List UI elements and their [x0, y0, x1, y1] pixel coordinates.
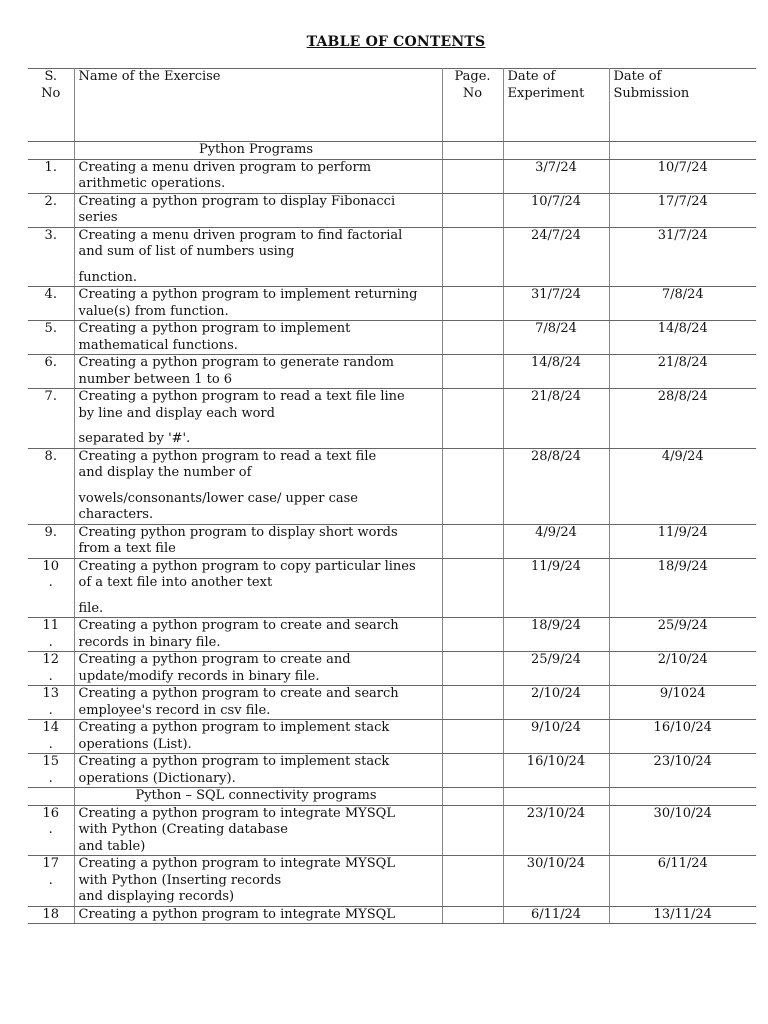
exercise-name-line: Creating a python program to display Fibonacci	[78, 193, 396, 209]
experiment-date: 21/8/24	[503, 389, 609, 449]
table-row	[28, 720, 756, 754]
exercise-name	[74, 448, 442, 524]
sno-line: 7.	[44, 389, 57, 404]
exercise-name-line: file.	[78, 600, 104, 616]
row-sno	[28, 558, 74, 618]
exercise-name-line: Creating a python program to integrate MYSQL	[78, 906, 395, 922]
table-row	[28, 321, 756, 355]
row-sno	[28, 524, 74, 558]
submission-date: 11/9/24	[609, 524, 756, 558]
row-sno	[28, 618, 74, 652]
page-number	[442, 754, 503, 788]
exercise-name-line: number between 1 to 6	[78, 371, 233, 387]
submission-date: 4/9/24	[609, 448, 756, 524]
row-sno	[28, 686, 74, 720]
experiment-date: 23/10/24	[503, 805, 609, 856]
section-label: Python Programs	[74, 142, 442, 160]
header-name: Name of the Exercise	[74, 69, 442, 142]
submission-date: 16/10/24	[609, 720, 756, 754]
line-gap	[79, 592, 438, 601]
page-number	[442, 287, 503, 321]
sno-line: .	[48, 872, 53, 888]
experiment-date: 7/8/24	[503, 321, 609, 355]
table-row	[28, 287, 756, 321]
row-sno	[28, 227, 74, 287]
experiment-date: 10/7/24	[503, 193, 609, 227]
header-date: Date of Experiment	[503, 69, 609, 142]
table-row	[28, 805, 756, 856]
submission-date: 7/8/24	[609, 287, 756, 321]
exercise-name-line: Creating a python program to implement stack	[78, 754, 390, 769]
sno-line: 6.	[44, 355, 57, 370]
submission-date: 13/11/24	[609, 906, 756, 924]
page-number	[442, 686, 503, 720]
experiment-date: 24/7/24	[503, 227, 609, 287]
sno-line: 11	[42, 618, 60, 633]
exercise-name-line: of a text file into another text	[78, 575, 273, 590]
exercise-name-line: series	[78, 210, 118, 225]
submission-date: 10/7/24	[609, 159, 756, 193]
exercise-name	[74, 355, 442, 389]
row-sno	[28, 355, 74, 389]
exercise-name	[74, 805, 442, 856]
header-page: Page. No	[442, 69, 503, 142]
sno-line: 1.	[44, 159, 57, 175]
section-row	[28, 788, 756, 806]
table-row	[28, 618, 756, 652]
exercise-name-line: with Python (Inserting records	[78, 872, 282, 888]
page-number	[442, 856, 503, 907]
page-number	[442, 524, 503, 558]
exercise-name-line: Creating a python program to implement stack	[78, 720, 390, 735]
experiment-date: 4/9/24	[503, 524, 609, 558]
page-number	[442, 193, 503, 227]
exercise-name-line: from a text file	[78, 541, 176, 556]
sno-line: 9.	[44, 524, 57, 540]
exercise-name-line: separated by '#'.	[78, 431, 191, 446]
page-number	[442, 227, 503, 287]
row-sno	[28, 448, 74, 524]
page-title: TABLE OF CONTENTS	[306, 34, 486, 50]
exercise-name-line: Creating a python program to integrate MYSQL	[78, 805, 395, 821]
page-number	[442, 805, 503, 856]
submission-date: 18/9/24	[609, 558, 756, 618]
row-sno	[28, 805, 74, 856]
exercise-name-line: Creating a python program to integrate MYSQL	[78, 856, 395, 871]
exercise-name-line: by line and display each word	[78, 405, 275, 421]
sno-line: .	[48, 736, 53, 752]
contents-body	[28, 142, 756, 924]
sno-line: .	[48, 634, 53, 650]
page-number	[442, 321, 503, 355]
row-sno	[28, 193, 74, 227]
exercise-name-line: Creating a python program to create and	[78, 652, 351, 667]
table-row	[28, 524, 756, 558]
exercise-name	[74, 524, 442, 558]
exercise-name-line: Creating python program to display short words	[78, 524, 398, 540]
section-label: Python – SQL connectivity programs	[74, 788, 442, 806]
experiment-date: 28/8/24	[503, 448, 609, 524]
exercise-name	[74, 159, 442, 193]
exercise-name-line: records in binary file.	[78, 634, 221, 650]
table-row	[28, 856, 756, 907]
sno-line: 5.	[44, 321, 57, 336]
contents-table	[28, 68, 756, 924]
page-number	[442, 355, 503, 389]
page-number	[442, 159, 503, 193]
exercise-name-line: and display the number of	[78, 465, 252, 480]
section-row	[28, 142, 756, 160]
exercise-name	[74, 856, 442, 907]
exercise-name-line: and table)	[78, 838, 146, 854]
exercise-name-line: function.	[78, 269, 138, 285]
exercise-name	[74, 227, 442, 287]
sno-line: .	[48, 668, 53, 684]
experiment-date: 3/7/24	[503, 159, 609, 193]
sno-line: 3.	[44, 227, 57, 243]
experiment-date: 18/9/24	[503, 618, 609, 652]
experiment-date: 31/7/24	[503, 287, 609, 321]
experiment-date: 16/10/24	[503, 754, 609, 788]
submission-date: 31/7/24	[609, 227, 756, 287]
page-number	[442, 558, 503, 618]
submission-date: 17/7/24	[609, 193, 756, 227]
experiment-date: 6/11/24	[503, 906, 609, 924]
exercise-name	[74, 287, 442, 321]
sno-line: 12	[42, 652, 60, 667]
exercise-name	[74, 558, 442, 618]
section-page-cell	[442, 142, 503, 160]
exercise-name	[74, 720, 442, 754]
row-sno	[28, 321, 74, 355]
submission-date: 6/11/24	[609, 856, 756, 907]
sno-line: 13	[42, 686, 60, 701]
experiment-date: 11/9/24	[503, 558, 609, 618]
header-row	[28, 69, 756, 142]
sno-line: .	[48, 822, 53, 837]
header-sno: S. No	[28, 69, 74, 142]
exercise-name-line: Creating a python program to implement returning	[78, 287, 418, 302]
exercise-name-line: Creating a menu driven program to perform	[78, 159, 372, 175]
row-sno	[28, 754, 74, 788]
experiment-date: 2/10/24	[503, 686, 609, 720]
exercise-name-line: Creating a python program to generate random	[78, 355, 394, 370]
submission-date: 21/8/24	[609, 355, 756, 389]
submission-date: 28/8/24	[609, 389, 756, 449]
exercise-name	[74, 389, 442, 449]
exercise-name	[74, 618, 442, 652]
exercise-name	[74, 906, 442, 924]
exercise-name-line: and sum of list of numbers using	[78, 244, 295, 259]
line-gap	[79, 482, 438, 491]
sno-line: 2.	[44, 193, 57, 209]
sno-line: .	[48, 575, 53, 590]
page-number	[442, 618, 503, 652]
exercise-name-line: with Python (Creating database	[78, 822, 288, 837]
exercise-name	[74, 686, 442, 720]
experiment-date: 14/8/24	[503, 355, 609, 389]
section-sno-cell	[28, 788, 74, 806]
page-number	[442, 652, 503, 686]
sno-line: 8.	[44, 448, 57, 464]
table-row	[28, 193, 756, 227]
sno-line: .	[48, 702, 53, 718]
submission-date: 23/10/24	[609, 754, 756, 788]
page-number	[442, 448, 503, 524]
exercise-name-line: Creating a python program to implement	[78, 321, 351, 336]
exercise-name	[74, 321, 442, 355]
section-sub-cell	[609, 788, 756, 806]
sno-line: 14	[42, 720, 60, 735]
table-row	[28, 227, 756, 287]
table-row	[28, 448, 756, 524]
table-row	[28, 686, 756, 720]
sno-line: 17	[42, 856, 60, 871]
row-sno	[28, 856, 74, 907]
experiment-date: 30/10/24	[503, 856, 609, 907]
section-page-cell	[442, 788, 503, 806]
exercise-name-line: employee's record in csv file.	[78, 702, 271, 718]
section-date-cell	[503, 142, 609, 160]
sno-line: 15	[42, 754, 60, 769]
table-row	[28, 159, 756, 193]
row-sno	[28, 652, 74, 686]
sno-line: 4.	[44, 287, 57, 302]
exercise-name-line: Creating a python program to create and search	[78, 618, 399, 633]
row-sno	[28, 389, 74, 449]
line-gap	[79, 422, 438, 431]
submission-date: 30/10/24	[609, 805, 756, 856]
page-number	[442, 906, 503, 924]
sno-line: 18	[42, 906, 60, 922]
exercise-name	[74, 652, 442, 686]
row-sno	[28, 159, 74, 193]
exercise-name-line: operations (Dictionary).	[78, 770, 236, 786]
header-submission: Date of Submission	[609, 69, 756, 142]
experiment-date: 9/10/24	[503, 720, 609, 754]
exercise-name-line: Creating a python program to copy particular lines	[78, 558, 416, 574]
exercise-name-line: characters.	[78, 507, 154, 522]
exercise-name-line: value(s) from function.	[78, 303, 229, 319]
exercise-name-line: mathematical functions.	[78, 337, 238, 353]
section-sno-cell	[28, 142, 74, 160]
row-sno	[28, 720, 74, 754]
exercise-name	[74, 193, 442, 227]
exercise-name-line: operations (List).	[78, 736, 192, 752]
table-row	[28, 355, 756, 389]
submission-date: 9/1024	[609, 686, 756, 720]
exercise-name-line: update/modify records in binary file.	[78, 668, 320, 684]
exercise-name-line: and displaying records)	[78, 889, 235, 904]
line-gap	[79, 261, 438, 270]
exercise-name-line: Creating a menu driven program to find factorial	[78, 227, 403, 243]
sno-line: 10	[42, 558, 60, 574]
exercise-name-line: arithmetic operations.	[78, 176, 226, 191]
exercise-name-line: Creating a python program to read a text file line	[78, 389, 405, 404]
submission-date: 2/10/24	[609, 652, 756, 686]
exercise-name	[74, 754, 442, 788]
submission-date: 14/8/24	[609, 321, 756, 355]
table-row	[28, 389, 756, 449]
table-row	[28, 652, 756, 686]
section-sub-cell	[609, 142, 756, 160]
section-date-cell	[503, 788, 609, 806]
table-row	[28, 754, 756, 788]
exercise-name-line: Creating a python program to read a text file	[78, 448, 377, 464]
table-row	[28, 558, 756, 618]
page-number	[442, 389, 503, 449]
table-row	[28, 906, 756, 924]
row-sno	[28, 906, 74, 924]
experiment-date: 25/9/24	[503, 652, 609, 686]
exercise-name-line: Creating a python program to create and search	[78, 686, 399, 701]
sno-line: 16	[42, 805, 60, 821]
submission-date: 25/9/24	[609, 618, 756, 652]
row-sno	[28, 287, 74, 321]
sno-line: .	[48, 770, 53, 786]
page-number	[442, 720, 503, 754]
exercise-name-line: vowels/consonants/lower case/ upper case	[78, 490, 358, 506]
